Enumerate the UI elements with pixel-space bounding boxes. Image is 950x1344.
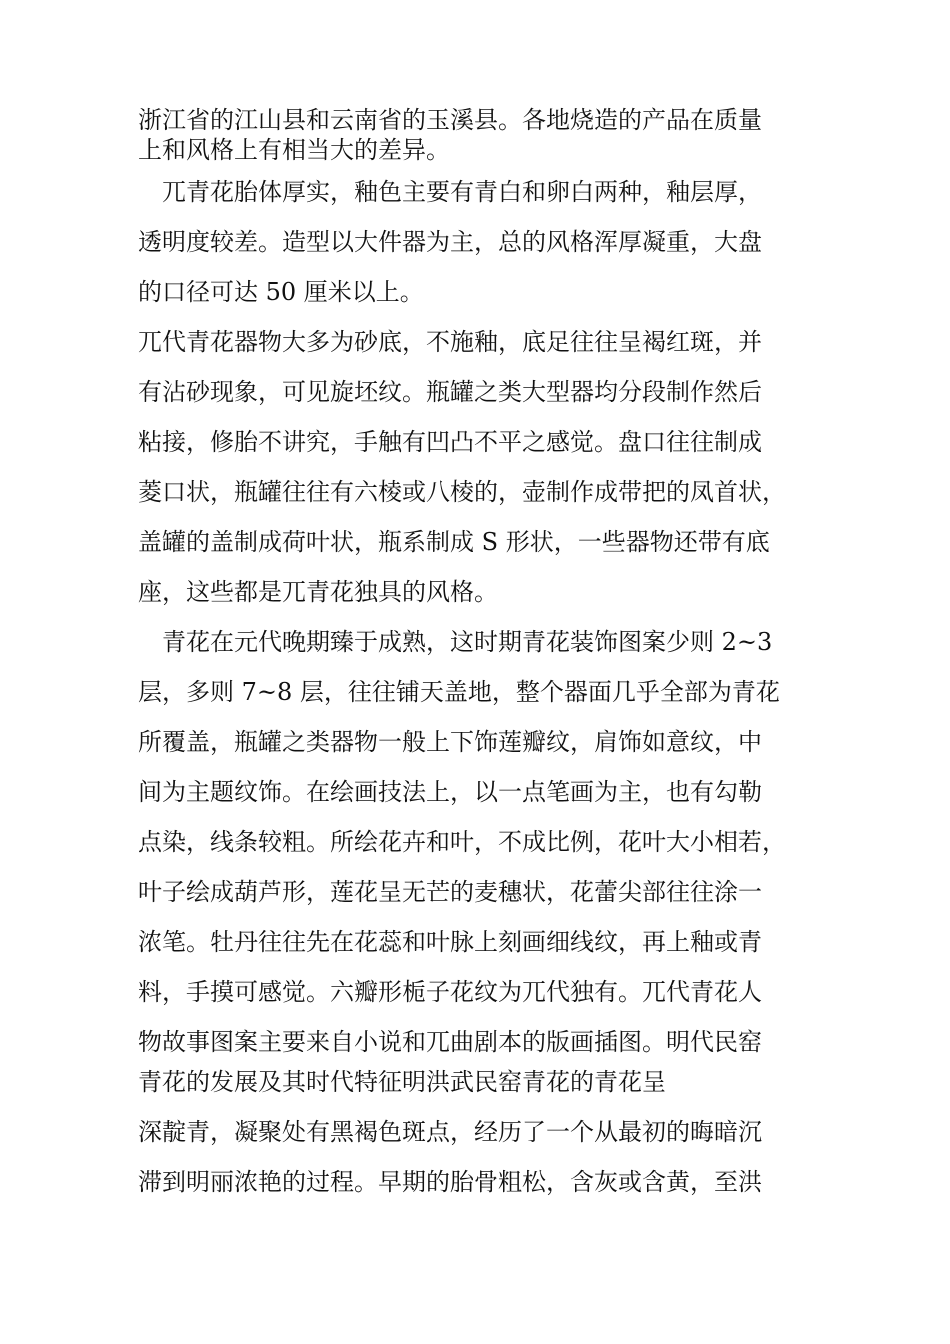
text-line: 层，多则 7~8 层，往往铺天盖地，整个器面几乎全部为青花: [138, 678, 780, 706]
text-line: 点染，线条较粗。所绘花卉和叶，不成比例，花叶大小相若，: [138, 828, 786, 856]
text-line: 叶子绘成葫芦形，莲花呈无芒的麦穗状，花蕾尖部往往涂一: [138, 878, 762, 906]
text-line: 上和风格上有相当大的差异。: [138, 136, 450, 164]
text-line: 深靛青，凝聚处有黑褐色斑点，经历了一个从最初的晦暗沉: [138, 1118, 762, 1146]
text-line: 间为主题纹饰。在绘画技法上，以一点笔画为主，也有勾勒: [138, 778, 762, 806]
text-line: 所覆盖，瓶罐之类器物一般上下饰莲瓣纹，肩饰如意纹，中: [138, 728, 762, 756]
text-line: 有沾砂现象，可见旋坯纹。瓶罐之类大型器均分段制作然后: [138, 378, 762, 406]
text-line: 青花的发展及其时代特征明洪武民窑青花的青花呈: [138, 1068, 666, 1096]
text-line: 兀代青花器物大多为砂底，不施釉，底足往往呈褐红斑，并: [138, 328, 762, 356]
text-line: 透明度较差。造型以大件器为主，总的风格浑厚凝重，大盘: [138, 228, 762, 256]
text-line: 菱口状，瓶罐往往有六棱或八棱的，壶制作成带把的凤首状，: [138, 478, 786, 506]
text-line: 滞到明丽浓艳的过程。早期的胎骨粗松，含灰或含黄，至洪: [138, 1168, 762, 1196]
text-line: 的口径可达 50 厘米以上。: [138, 278, 424, 306]
text-line: 粘接，修胎不讲究，手触有凹凸不平之感觉。盘口往往制成: [138, 428, 762, 456]
text-line: 盖罐的盖制成荷叶状，瓶系制成 S 形状，一些器物还带有底: [138, 528, 770, 556]
text-line: 料，手摸可感觉。六瓣形栀子花纹为兀代独有。兀代青花人: [138, 978, 762, 1006]
text-line: 浙江省的江山县和云南省的玉溪县。各地烧造的产品在质量: [138, 106, 762, 134]
text-line: 青花在元代晚期臻于成熟，这时期青花装饰图案少则 2~3: [138, 628, 773, 656]
text-line: 物故事图案主要来自小说和兀曲剧本的版画插图。明代民窑: [138, 1028, 762, 1056]
text-line: 浓笔。牡丹往往先在花蕊和叶脉上刻画细线纹，再上釉或青: [138, 928, 762, 956]
text-line: 兀青花胎体厚实，釉色主要有青白和卵白两种，釉层厚，: [138, 178, 762, 206]
text-line: 座，这些都是兀青花独具的风格。: [138, 578, 498, 606]
